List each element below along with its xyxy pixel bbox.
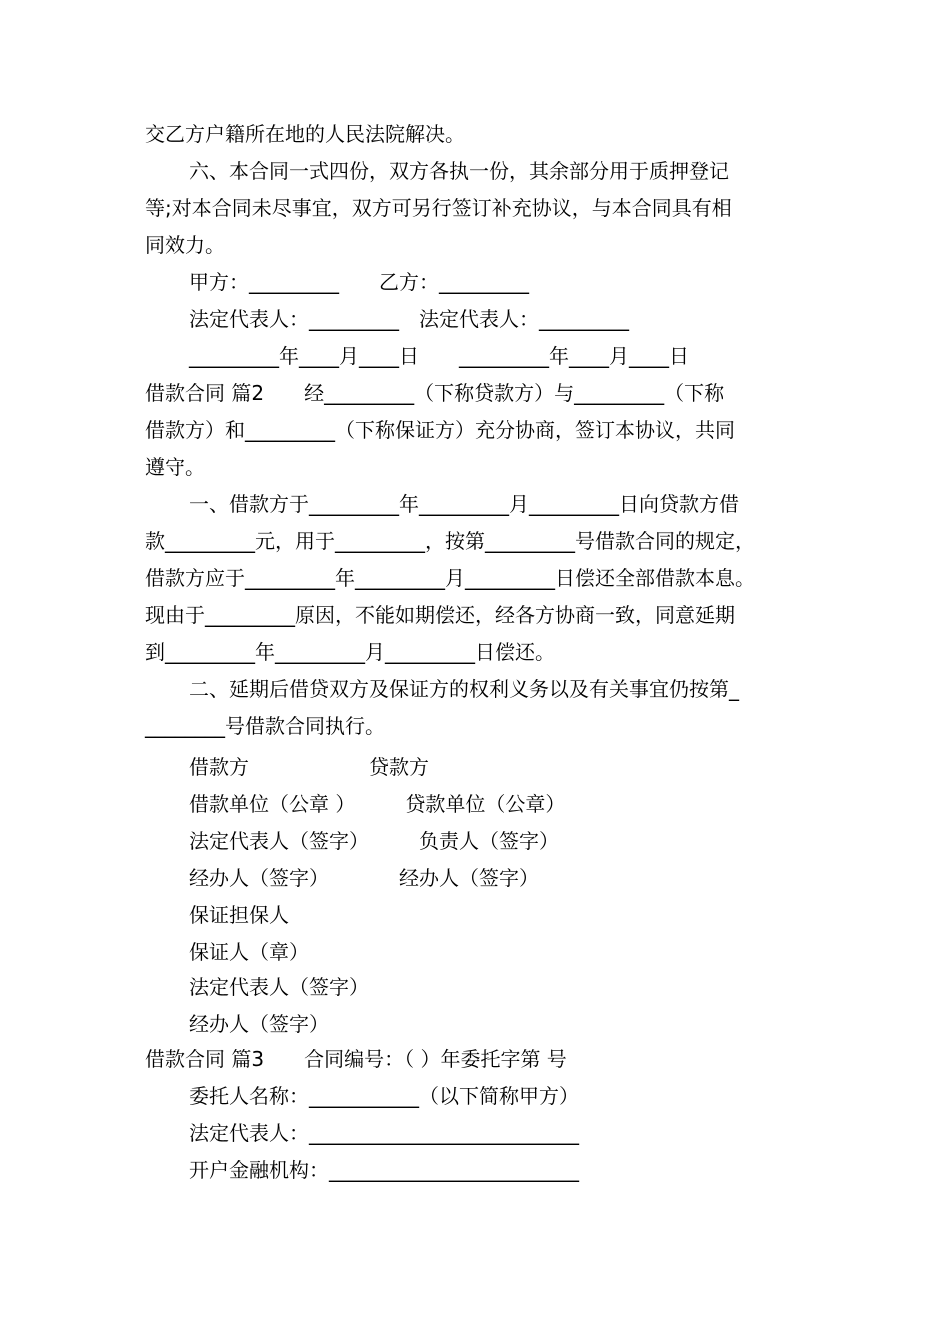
guarantor-handler: 经办人（签字） [189, 1012, 329, 1036]
signature-heading: 借款方 贷款方 [189, 755, 429, 779]
signature-representative: 法定代表人（签字） 负责人（签字） [189, 829, 559, 853]
text-line-1: 交乙方户籍所在地的人民法院解决。 [145, 122, 465, 146]
signature-handler: 经办人（签字） 经办人（签字） [189, 866, 539, 890]
signature-line-representatives: 法定代表人：_________ 法定代表人：_________ [189, 307, 629, 331]
signature-unit: 借款单位（公章 ） 贷款单位（公章） [189, 792, 566, 816]
client-name-line: 委托人名称：___________（以下简称甲方） [189, 1084, 579, 1108]
text-line-4: 同效力。 [145, 233, 225, 257]
text-line-11: 一、借款方于_________年_________月_________日向贷款方借 [189, 492, 739, 516]
text-line-9: 借款方）和_________（下称保证方）充分协商，签订本协议，共同 [145, 418, 735, 442]
guarantor-heading: 保证担保人 [189, 903, 289, 927]
signature-line-dates: _________年____月____日 _________年____月____日 [189, 344, 689, 368]
section-heading-3: 借款合同 篇3 合同编号：（ ）年委托字第 号 [145, 1047, 567, 1071]
text-line-13: 借款方应于_________年_________月_________日偿还全部借款本息。 [145, 566, 755, 590]
bank-line: 开户金融机构：_________________________ [189, 1158, 579, 1182]
text-line-12: 款_________元，用于_________，按第_________号借款合同的规定， [145, 529, 755, 553]
text-line-17: ________号借款合同执行。 [145, 714, 385, 738]
text-line-10: 遵守。 [145, 455, 205, 479]
legal-representative-line: 法定代表人：___________________________ [189, 1121, 579, 1145]
text-line-15: 到_________年_________月_________日偿还。 [145, 640, 555, 664]
guarantor-seal: 保证人（章） [189, 940, 309, 964]
text-line-2: 六、本合同一式四份，双方各执一份，其余部分用于质押登记 [189, 159, 729, 183]
section-heading-2: 借款合同 篇2 经_________（下称贷款方）与_________（下称 [145, 381, 725, 405]
text-line-16: 二、延期后借贷双方及保证方的权利义务以及有关事宜仍按第_ [189, 677, 739, 701]
signature-line-parties: 甲方：_________ 乙方：_________ [189, 270, 529, 294]
guarantor-representative: 法定代表人（签字） [189, 975, 369, 999]
text-line-3: 等;对本合同未尽事宜，双方可另行签订补充协议，与本合同具有相 [145, 196, 732, 220]
text-line-14: 现由于_________原因，不能如期偿还，经各方协商一致，同意延期 [145, 603, 735, 627]
